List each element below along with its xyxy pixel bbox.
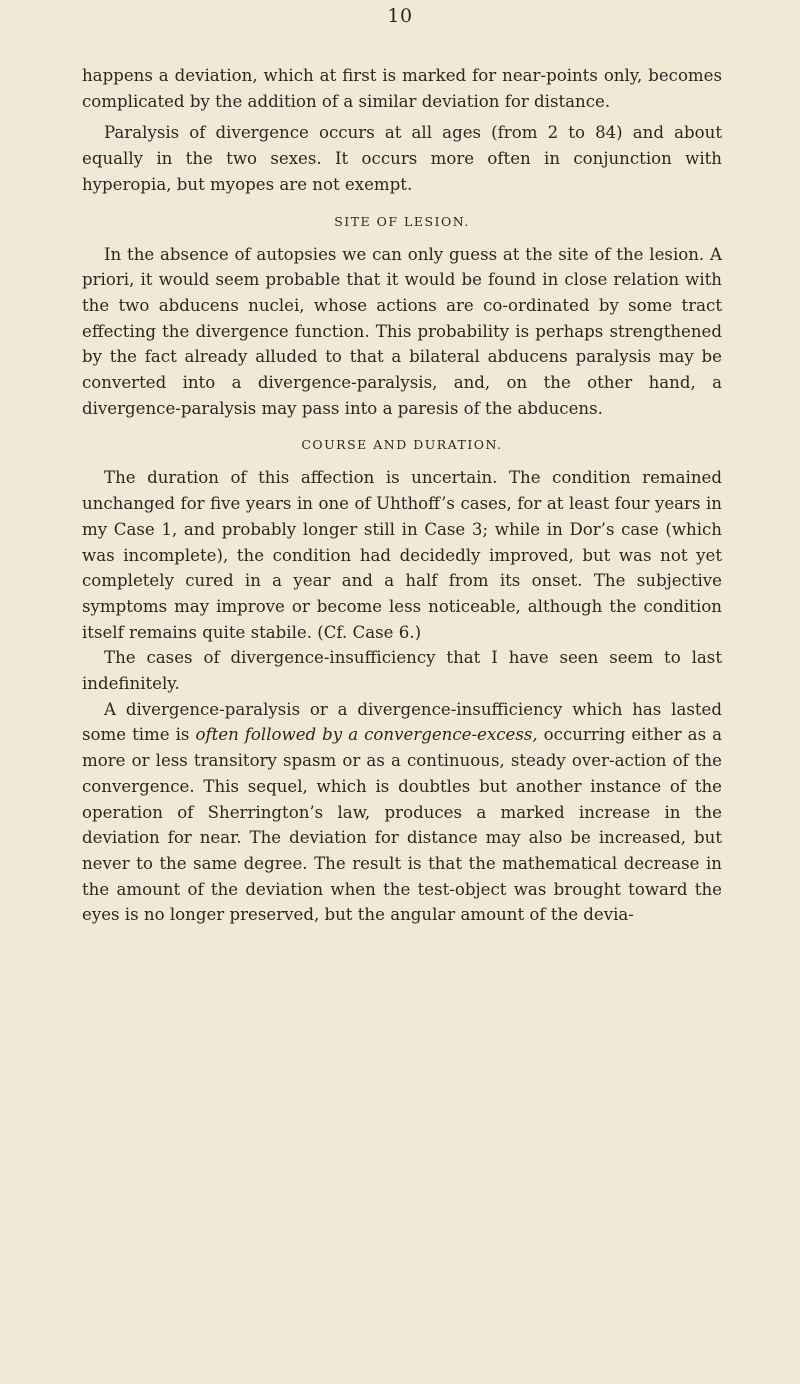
paragraph-paralysis-ages: Paralysis of divergence occurs at all ages (from 2 to 84) and about equally in the two sexes. It occurs more often in conjunction with hyperopia, but myopes are not exempt. [82,123,722,194]
section-heading-site-of-lesion: SITE OF LESION. [334,213,470,229]
paragraph-duration: The duration of this affection is uncertain. The condition remained unchanged for five years in one of Uhthoff’s cases, for at least four years in my Case 1, and probably longer still in Case 3; while in Dor’s case (which was incomplete), the condition had decidedly improved, but was not yet completely cured in a year and a half from its onset. The subjective symptoms may improve or become less noticeable, although the condition itself remains quite stabile. (Cf. Case 6.) [82,468,722,642]
section-heading-course-and-duration: COURSE AND DURATION. [301,437,503,453]
paragraph-text-before-emphasis: A divergence-paralysis or a divergence-insufficiency which has lasted some time is [82,699,722,745]
paragraph-continuation: happens a deviation, which at first is marked for near-points only, becomes complicated by the addition of a similar deviation for distance. [82,66,722,111]
emphasized-text: often followed by a convergence-excess, [195,725,538,745]
page-number: 10 [387,5,413,27]
body-text [82,63,722,928]
paragraph-convergence-excess [82,697,722,928]
paragraph-text-after-emphasis: occurring either as a more or less transitory spasm or as a continuous, steady over-action of the convergence. This sequel, which is doubtles but another instance of the operation of Sherrington’s law, produces a marked increase in the deviation for near. The deviation for distance may also be increased, but never to the same degree. The result is that the mathematical decrease in the amount of the deviation when the test-object was brought toward the eyes is no longer preserved, but the angular amount of the devia- [82,725,722,925]
paragraph-site-of-lesion: In the absence of autopsies we can only guess at the site of the lesion. A priori, it would seem probable that it would be found in close relation with the two abducens nuclei, whose actions are co-ordinated by some tract effecting the divergence function. This probability is perhaps strengthened by the fact already alluded to that a bilateral abducens paralysis may be converted into a divergence-paralysis, and, on the other hand, a divergence-paralysis may pass into a paresis of the abducens. [82,244,722,418]
paragraph-insufficiency: The cases of divergence-insufficiency that I have seen seem to last indefinitely. [82,648,722,694]
